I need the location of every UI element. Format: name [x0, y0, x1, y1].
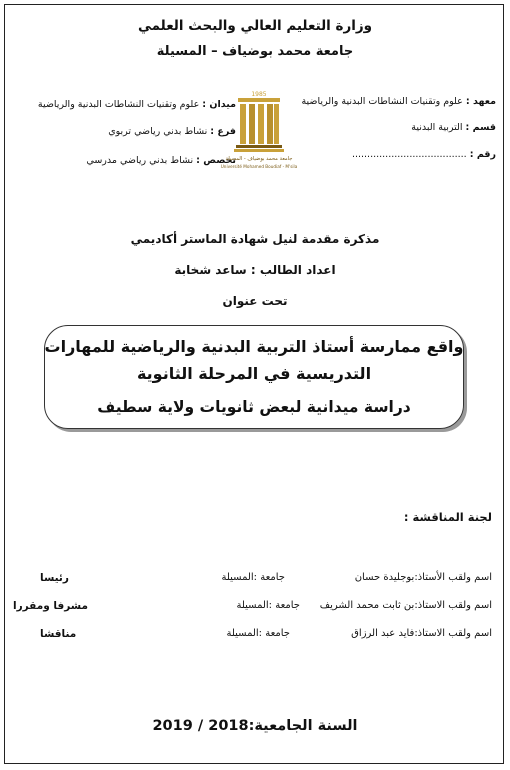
member-role: مشرفا ومقررا — [13, 600, 88, 612]
institute-label: معهد : — [465, 96, 496, 107]
logo-year: 1985 — [251, 91, 267, 98]
ministry-heading: وزارة التعليم العالي والبحث العلمي — [137, 18, 373, 34]
logo-column — [274, 104, 279, 144]
branch-value: نشاط بدني رياضي تربوي — [108, 126, 208, 137]
number-line — [352, 149, 496, 160]
member-name: اسم ولقب الأستاذ:بوجليدة حسان — [354, 572, 492, 583]
institute-line — [301, 96, 496, 107]
member-role: رئيسا — [40, 572, 69, 584]
field-value: علوم وتقنيات النشاطات البدنية والرياضية — [37, 99, 200, 110]
number-value: ...................................... — [351, 149, 467, 160]
member-role: مناقشا — [40, 628, 77, 640]
specialty-value: نشاط بدني رياضي مدرسي — [86, 155, 194, 166]
logo-column — [258, 104, 264, 144]
branch-label: فرع : — [210, 126, 236, 137]
logo-column — [267, 104, 273, 144]
member-name: اسم ولقب الاستاذ:بن ثابت محمد الشريف — [319, 600, 492, 611]
academic-year: السنة الجامعية:2018 / 2019 — [152, 718, 358, 734]
institute-value: علوم وتقنيات النشاطات البدنية والرياضية — [301, 96, 463, 107]
department-value: التربية البدنية — [411, 122, 463, 133]
thesis-title-line-2: التدريسية في المرحلة الثانوية — [136, 364, 372, 383]
student-line: اعداد الطالب : ساعد شخابة — [174, 263, 336, 277]
member-university: جامعة :المسيلة — [226, 628, 290, 639]
department-line — [411, 122, 496, 133]
committee-heading: لجنة المناقشة : — [403, 510, 492, 524]
member-university: جامعة :المسيلة — [221, 572, 285, 583]
number-label: رقم : — [469, 149, 496, 160]
university-logo — [216, 88, 302, 174]
specialty-line — [86, 155, 236, 166]
memo-line: مذكرة مقدمة لنيل شهادة الماستر أكاديمي — [130, 232, 380, 246]
logo-column — [249, 104, 255, 144]
logo-base — [236, 145, 282, 148]
thesis-title-line-1: واقع ممارسة أستاذ التربية البدنية والرياضية للمهارات — [44, 337, 464, 356]
university-heading: جامعة محمد بوضياف – المسيلة — [156, 44, 354, 59]
logo-cap — [238, 98, 280, 102]
department-label: قسم : — [465, 122, 496, 133]
member-name: اسم ولقب الاستاذ:فايد عبد الرزاق — [351, 628, 492, 639]
logo-caption-fr: Université Mohamed Boudiaf - M'sila — [220, 164, 298, 169]
field-label: ميدان : — [202, 99, 236, 110]
logo-caption-ar: جامعة محمد بوضياف - المسيلة — [225, 156, 293, 162]
logo-base — [234, 149, 284, 152]
logo-column — [240, 104, 246, 144]
under-title-line: تحت عنوان — [222, 294, 288, 308]
thesis-subtitle: دراسة ميدانية لبعض ثانويات ولاية سطيف — [97, 398, 411, 416]
specialty-label: تخصص : — [196, 155, 236, 166]
member-university: جامعة :المسيلة — [236, 600, 300, 611]
field-line — [38, 99, 236, 110]
